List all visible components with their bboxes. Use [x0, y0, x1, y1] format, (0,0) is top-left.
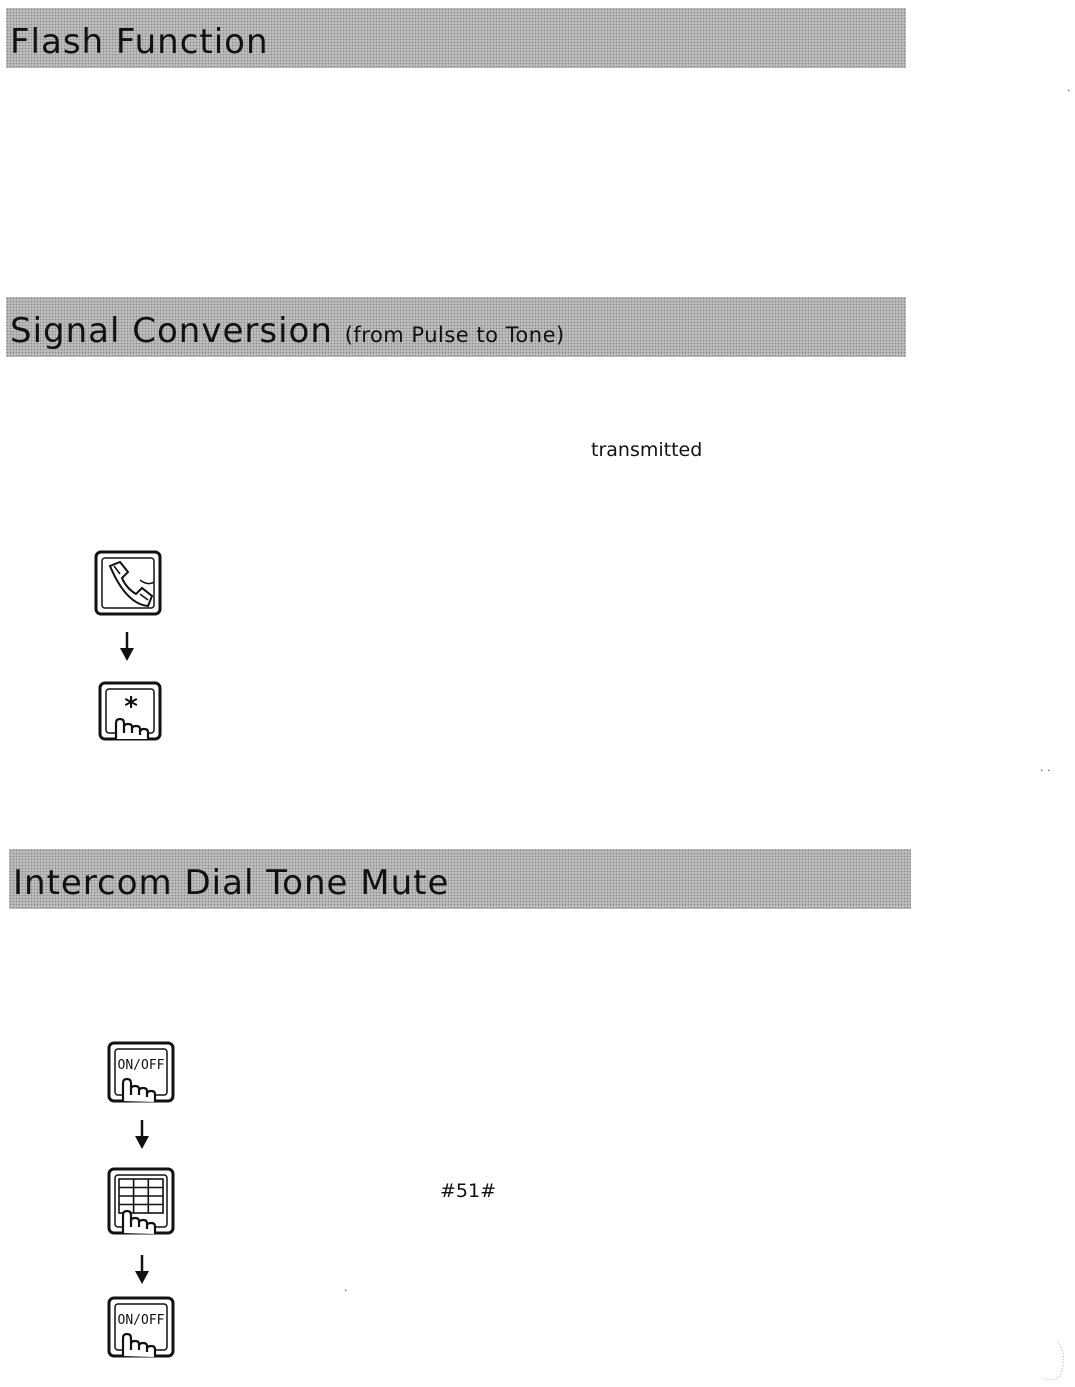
section-banner-intercom-dial-tone-mute	[9, 849, 911, 909]
on-off-key-label: ON/OFF	[117, 1058, 165, 1073]
scan-speck: · ·	[1040, 764, 1051, 777]
scan-speck: ·	[344, 1284, 348, 1297]
scan-smudge	[1028, 1338, 1068, 1384]
section-banner-signal-conversion	[6, 297, 906, 357]
section-title: Intercom Dial Tone Mute	[13, 863, 450, 903]
section-title-main: Signal Conversion	[10, 311, 333, 351]
keypad-press-icon	[107, 1167, 177, 1237]
handset-off-hook-icon	[94, 550, 164, 618]
arrow-down-icon	[132, 1120, 152, 1150]
scan-speck: ·	[1067, 84, 1071, 97]
star-key-press-icon	[98, 681, 164, 743]
on-off-key-label: ON/OFF	[117, 1313, 165, 1328]
arrow-down-icon	[132, 1255, 152, 1285]
dial-code-text: #51#	[440, 1180, 497, 1202]
on-off-key-press-icon	[107, 1041, 177, 1105]
body-text-transmitted: transmitted	[591, 439, 703, 461]
section-banner-flash-function	[6, 8, 906, 68]
section-title: Flash Function	[10, 22, 269, 62]
section-title	[10, 311, 565, 351]
on-off-key-press-icon	[107, 1296, 177, 1360]
star-key-label: *	[124, 692, 138, 722]
section-subtitle: (from Pulse to Tone)	[344, 323, 565, 347]
arrow-down-icon	[117, 632, 137, 662]
